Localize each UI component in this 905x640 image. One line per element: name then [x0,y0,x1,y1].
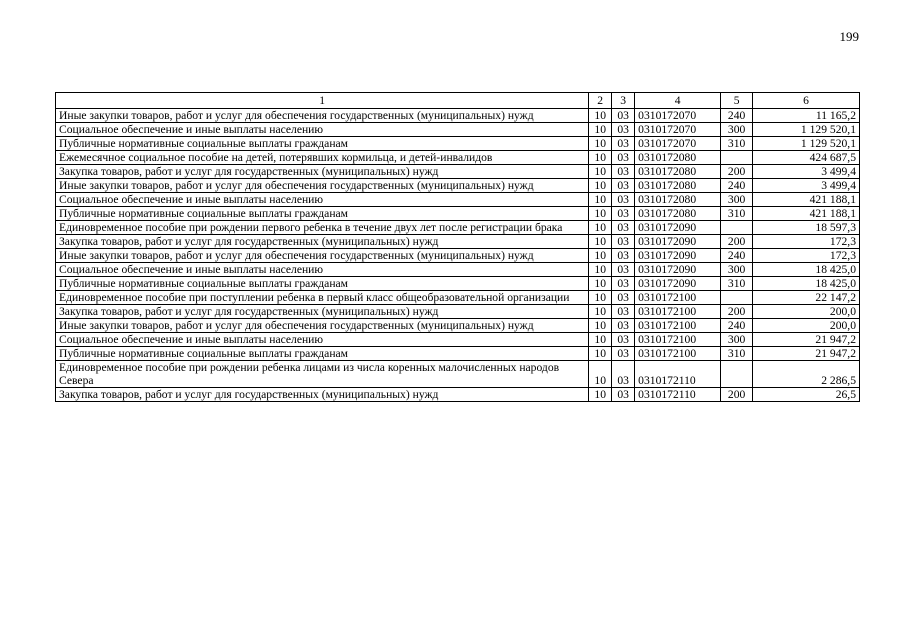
row-target-code: 0310172080 [635,165,721,179]
row-name: Иные закупки товаров, работ и услуг для обеспечения государственных (муниципальных) нужд [56,249,589,263]
row-name: Социальное обеспечение и иные выплаты населению [56,123,589,137]
table-header-row [56,93,860,109]
table-row [56,388,860,402]
table-row [56,333,860,347]
row-amount: 26,5 [753,388,860,402]
row-subsection: 03 [612,151,635,165]
row-target-code: 0310172100 [635,319,721,333]
row-subsection: 03 [612,305,635,319]
row-expense-type: 200 [721,388,753,402]
row-subsection: 03 [612,221,635,235]
row-name: Социальное обеспечение и иные выплаты населению [56,333,589,347]
row-expense-type: 310 [721,137,753,151]
row-expense-type: 310 [721,207,753,221]
row-name: Ежемесячное социальное пособие на детей, потерявших кормильца, и детей-инвалидов [56,151,589,165]
row-section: 10 [589,277,612,291]
row-section: 10 [589,109,612,123]
header-col-3: 3 [612,93,635,109]
row-amount: 3 499,4 [753,165,860,179]
row-name: Публичные нормативные социальные выплаты гражданам [56,277,589,291]
row-expense-type: 200 [721,235,753,249]
row-subsection: 03 [612,291,635,305]
row-subsection: 03 [612,388,635,402]
row-subsection: 03 [612,319,635,333]
row-name: Иные закупки товаров, работ и услуг для обеспечения государственных (муниципальных) нужд [56,109,589,123]
row-target-code: 0310172070 [635,123,721,137]
row-section: 10 [589,179,612,193]
row-expense-type: 310 [721,347,753,361]
row-expense-type: 300 [721,193,753,207]
table-row [56,305,860,319]
row-subsection: 03 [612,277,635,291]
row-name: Единовременное пособие при рождении ребенка лицами из числа коренных малочисленных народов Севера [56,361,589,388]
row-name: Закупка товаров, работ и услуг для государственных (муниципальных) нужд [56,165,589,179]
table-row [56,249,860,263]
row-target-code: 0310172080 [635,207,721,221]
row-expense-type: 240 [721,109,753,123]
row-section: 10 [589,207,612,221]
row-amount: 18 425,0 [753,263,860,277]
row-name: Публичные нормативные социальные выплаты гражданам [56,137,589,151]
header-col-2: 2 [589,93,612,109]
row-name: Иные закупки товаров, работ и услуг для обеспечения государственных (муниципальных) нужд [56,319,589,333]
table-row [56,221,860,235]
row-section: 10 [589,165,612,179]
row-expense-type: 300 [721,123,753,137]
table-row [56,109,860,123]
row-amount: 21 947,2 [753,347,860,361]
row-target-code: 0310172100 [635,291,721,305]
row-section: 10 [589,151,612,165]
row-section: 10 [589,193,612,207]
row-amount: 200,0 [753,305,860,319]
row-amount: 2 286,5 [753,361,860,388]
table-row [56,123,860,137]
row-expense-type: 300 [721,333,753,347]
row-section: 10 [589,388,612,402]
row-section: 10 [589,137,612,151]
table-row [56,361,860,388]
row-expense-type: 300 [721,263,753,277]
row-subsection: 03 [612,207,635,221]
row-subsection: 03 [612,193,635,207]
table-row [56,319,860,333]
row-target-code: 0310172070 [635,109,721,123]
table-row [56,165,860,179]
row-subsection: 03 [612,179,635,193]
row-amount: 421 188,1 [753,193,860,207]
row-amount: 3 499,4 [753,179,860,193]
row-expense-type [721,221,753,235]
row-subsection: 03 [612,137,635,151]
row-target-code: 0310172110 [635,388,721,402]
row-target-code: 0310172100 [635,347,721,361]
row-section: 10 [589,123,612,137]
row-amount: 22 147,2 [753,291,860,305]
row-name: Публичные нормативные социальные выплаты гражданам [56,207,589,221]
row-expense-type: 240 [721,319,753,333]
table-row [56,263,860,277]
table-row [56,235,860,249]
table-row [56,347,860,361]
row-target-code: 0310172090 [635,277,721,291]
row-name: Публичные нормативные социальные выплаты гражданам [56,347,589,361]
row-name: Иные закупки товаров, работ и услуг для обеспечения государственных (муниципальных) нужд [56,179,589,193]
row-expense-type: 240 [721,249,753,263]
row-section: 10 [589,221,612,235]
table-row [56,291,860,305]
row-subsection: 03 [612,347,635,361]
row-expense-type: 200 [721,165,753,179]
row-amount: 21 947,2 [753,333,860,347]
row-name: Социальное обеспечение и иные выплаты населению [56,263,589,277]
row-section: 10 [589,333,612,347]
table-row [56,137,860,151]
table-row [56,207,860,221]
row-amount: 11 165,2 [753,109,860,123]
row-name: Закупка товаров, работ и услуг для государственных (муниципальных) нужд [56,305,589,319]
row-section: 10 [589,235,612,249]
row-subsection: 03 [612,109,635,123]
table-body [56,109,860,402]
page-number: 199 [839,29,859,44]
row-expense-type [721,361,753,388]
row-amount: 18 425,0 [753,277,860,291]
row-target-code: 0310172100 [635,305,721,319]
row-subsection: 03 [612,235,635,249]
row-name: Социальное обеспечение и иные выплаты населению [56,193,589,207]
row-name: Закупка товаров, работ и услуг для государственных (муниципальных) нужд [56,235,589,249]
row-name: Закупка товаров, работ и услуг для государственных (муниципальных) нужд [56,388,589,402]
header-col-5: 5 [721,93,753,109]
row-subsection: 03 [612,263,635,277]
row-section: 10 [589,263,612,277]
row-amount: 172,3 [753,235,860,249]
row-amount: 1 129 520,1 [753,137,860,151]
row-expense-type [721,151,753,165]
row-target-code: 0310172100 [635,333,721,347]
row-section: 10 [589,361,612,388]
row-amount: 200,0 [753,319,860,333]
row-section: 10 [589,319,612,333]
row-section: 10 [589,249,612,263]
row-target-code: 0310172080 [635,179,721,193]
row-subsection: 03 [612,165,635,179]
row-target-code: 0310172090 [635,235,721,249]
row-subsection: 03 [612,361,635,388]
row-target-code: 0310172080 [635,151,721,165]
row-name: Единовременное пособие при рождении первого ребенка в течение двух лет после регистрации брака [56,221,589,235]
table-row [56,179,860,193]
row-expense-type: 240 [721,179,753,193]
row-subsection: 03 [612,249,635,263]
row-target-code: 0310172070 [635,137,721,151]
table-row [56,193,860,207]
row-expense-type [721,291,753,305]
header-col-1: 1 [56,93,589,109]
row-section: 10 [589,291,612,305]
row-target-code: 0310172090 [635,249,721,263]
row-amount: 421 188,1 [753,207,860,221]
row-target-code: 0310172090 [635,263,721,277]
row-section: 10 [589,347,612,361]
row-target-code: 0310172110 [635,361,721,388]
row-subsection: 03 [612,333,635,347]
row-section: 10 [589,305,612,319]
table-row [56,151,860,165]
row-amount: 1 129 520,1 [753,123,860,137]
row-subsection: 03 [612,123,635,137]
row-name: Единовременное пособие при поступлении ребенка в первый класс общеобразовательной организации [56,291,589,305]
row-target-code: 0310172090 [635,221,721,235]
header-col-4: 4 [635,93,721,109]
row-expense-type: 200 [721,305,753,319]
row-amount: 18 597,3 [753,221,860,235]
row-target-code: 0310172080 [635,193,721,207]
header-col-6: 6 [753,93,860,109]
row-amount: 424 687,5 [753,151,860,165]
row-amount: 172,3 [753,249,860,263]
row-expense-type: 310 [721,277,753,291]
budget-table [55,92,860,402]
table-row [56,277,860,291]
